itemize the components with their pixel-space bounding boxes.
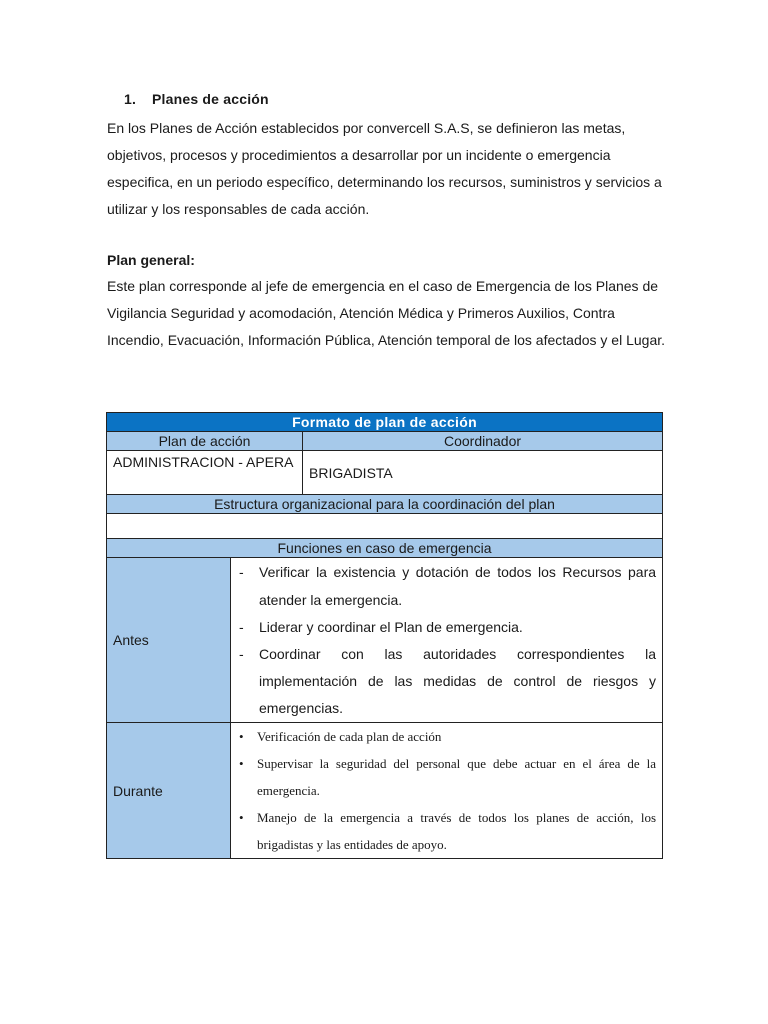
bullet-marker: • <box>239 756 244 771</box>
section-title: Planes de acción <box>152 91 269 107</box>
structure-header-row <box>107 495 663 514</box>
coordinator-value: BRIGADISTA <box>309 464 393 481</box>
table-row <box>107 451 663 495</box>
section-heading <box>124 91 269 107</box>
durante-item-text: Verificación de cada plan de acción <box>257 729 442 744</box>
table-title-row <box>107 413 663 432</box>
list-item <box>237 558 656 614</box>
durante-list <box>231 723 663 859</box>
functions-header-row <box>107 539 663 558</box>
plan-general-paragraph: Este plan corresponde al jefe de emergencia en el caso de Emergencia de los Planes de Vigilancia Seguridad y acomodación, Atención Médica y Primeros Auxilios, Contra Incendio, Evacuación, Información Pública, Atención temporal de los afectados y el Lugar. <box>107 278 666 348</box>
antes-label: Antes <box>107 558 231 723</box>
intro-paragraph: En los Planes de Acción establecidos por convercell S.A.S, se definieron las metas, objetivos, procesos y procedimientos a desarrollar por un incidente o emergencia especifica, en un periodo específico, determinando los recursos, suministros y servicios a utilizar y los responsables de cada acción. <box>107 120 662 217</box>
dash-marker: - <box>239 564 244 580</box>
antes-item-text: Verificar la existencia y dotación de todos los Recursos para atender la emergencia. <box>259 564 657 608</box>
durante-item-text: Manejo de la emergencia a través de todos los planes de acción, los brigadistas y las entidades de apoyo. <box>257 810 657 852</box>
bullet-marker: • <box>239 810 244 825</box>
antes-item-text: Liderar y coordinar el Plan de emergencia. <box>259 619 523 635</box>
plan-general-title: Plan general: <box>107 252 195 268</box>
structure-empty-cell <box>107 514 663 539</box>
antes-row <box>107 558 663 723</box>
coordinator-value-cell <box>303 451 663 495</box>
plan-value: ADMINISTRACION - APERA <box>113 454 294 470</box>
section-number: 1. <box>124 91 137 107</box>
list-item <box>235 723 656 750</box>
structure-empty-row <box>107 514 663 539</box>
antes-item-text: Coordinar con las autoridades correspondientes la implementación de las medidas de control de riesgos y emergencias. <box>259 646 657 716</box>
table-title: Formato de plan de acción <box>107 413 663 432</box>
table-column-header-row <box>107 432 663 451</box>
list-item <box>235 804 656 858</box>
list-item <box>237 614 656 641</box>
durante-row <box>107 723 663 859</box>
structure-header: Estructura organizacional para la coordinación del plan <box>107 495 663 514</box>
durante-label: Durante <box>107 723 231 859</box>
bullet-marker: • <box>239 729 244 744</box>
action-plan-table <box>106 412 663 859</box>
durante-item-text: Supervisar la seguridad del personal que debe actuar en el área de la emergencia. <box>257 756 657 798</box>
dash-marker: - <box>239 646 244 662</box>
list-item <box>237 641 656 722</box>
antes-list <box>231 558 663 723</box>
column-header-coordinator: Coordinador <box>303 432 663 451</box>
column-header-plan: Plan de acción <box>107 432 303 451</box>
list-item <box>235 750 656 804</box>
plan-value-cell <box>107 451 303 495</box>
functions-header: Funciones en caso de emergencia <box>107 539 663 558</box>
dash-marker: - <box>239 619 244 635</box>
